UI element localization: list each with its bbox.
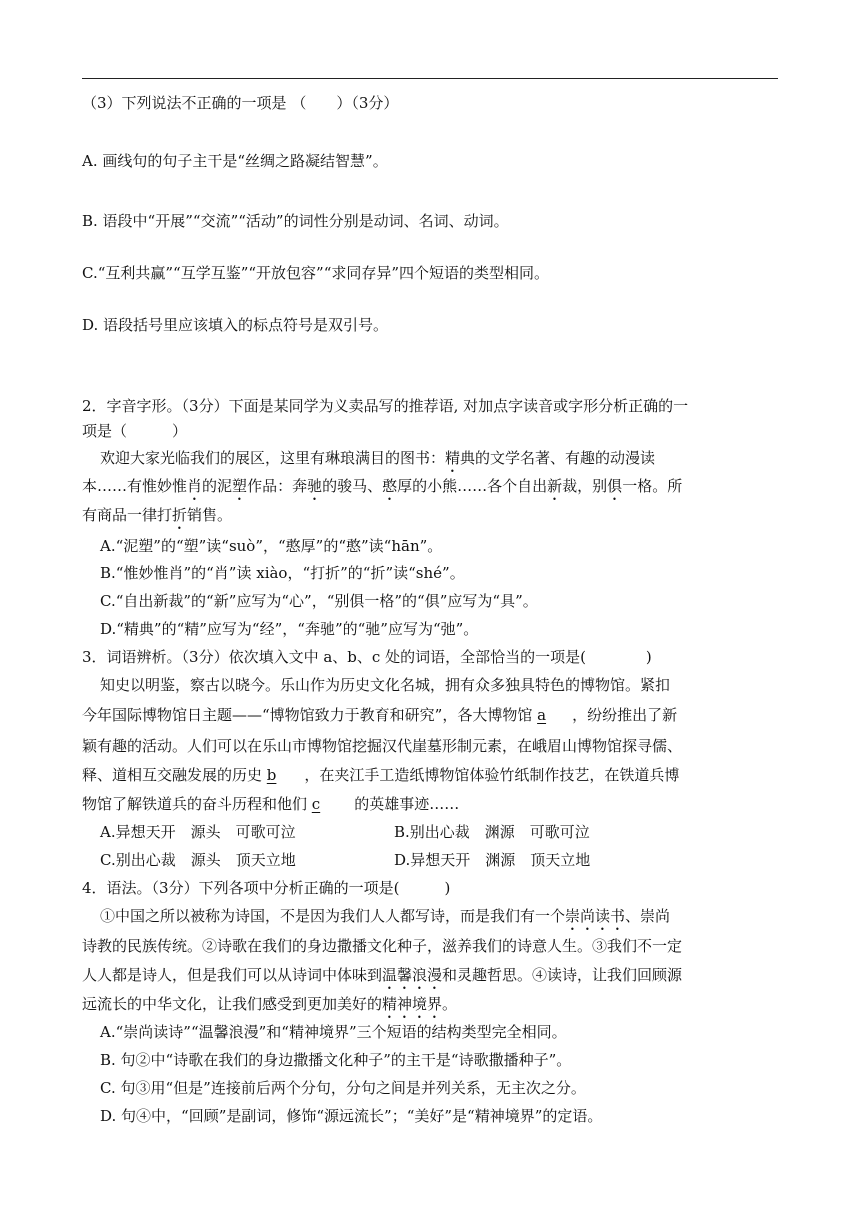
dotted-char: 俱 <box>607 477 623 495</box>
text: 和灵趣哲思。④读诗，让我们回顾源 <box>442 966 683 984</box>
text: 物馆了解铁道兵的奋斗历程和他们 <box>82 795 312 813</box>
q3b-passage-line5 <box>82 794 459 814</box>
text: 的骏马、 <box>322 477 383 495</box>
q2-passage-line1 <box>100 448 655 476</box>
q3b-option-c: C.别出心裁 源头 顶天立地 <box>100 851 296 869</box>
q2-option-a: A.“泥塑”的“塑”读“suò”，“憨厚”的“憨”读“hān”。 <box>100 537 443 555</box>
q3-stem: （3）下列说法不正确的一项是 （ ）（3分） <box>82 94 399 112</box>
dotted-phrase: 精神境界 <box>382 995 443 1013</box>
dotted-phrase: 崇尚读书 <box>565 907 626 925</box>
q4-stem: 4．语法。（3分）下列各项中分析正确的一项是( ) <box>82 879 451 897</box>
text: 人人都是诗人，但是我们可以从诗词中体味到 <box>82 966 383 984</box>
blank-c: c <box>311 795 321 813</box>
text: ①中国之所以被称为诗国，不是因为我们人人都写诗，而是我们有一个 <box>100 907 566 925</box>
q4-passage-line1 <box>100 906 670 934</box>
text: 有商品一律打 <box>82 506 173 524</box>
dotted-char: 塑 <box>232 477 248 495</box>
q2-stem-line2: 项是（ ） <box>82 422 188 440</box>
text: 、崇尚 <box>625 907 671 925</box>
text: 的泥 <box>202 477 233 495</box>
q4-passage-line3 <box>82 965 682 993</box>
q4-passage-line2: 诗教的民族传统。②诗歌在我们的身边撒播文化种子，滋养我们的诗意人生。③我们不一定 <box>82 937 683 955</box>
dotted-char: 憨 <box>382 477 398 495</box>
q3b-option-b: B.别出心裁 渊源 可歌可泣 <box>394 823 590 841</box>
q2-option-d: D.“精典”的“精”应写为“经”，“奔驰”的“驰”应写为“弛”。 <box>100 620 479 638</box>
text: 释、道相互交融发展的历史 <box>82 766 267 784</box>
q2-option-c: C.“自出新裁”的“新”应写为“心”，“别俱一格”的“俱”应写为“具”。 <box>100 592 538 610</box>
q4-option-a: A.“崇尚读诗”“温馨浪漫”和“精神境界”三个短语的结构类型完全相同。 <box>100 1023 567 1041</box>
q2-passage-line2 <box>82 476 682 504</box>
text: 欢迎大家光临我们的展区，这里有琳琅满目的图书： <box>100 449 446 467</box>
q4-option-c: C. 句③用“但是”连接前后两个分句，分句之间是并列关系，无主次之分。 <box>100 1079 586 1097</box>
dotted-char: 肖 <box>187 477 203 495</box>
text: 裁，别 <box>562 477 608 495</box>
q4-option-d: D. 句④中，“回顾”是副词，修饰“源远流长”；“美好”是“精神境界”的定语。 <box>100 1107 603 1125</box>
text: 销售。 <box>187 506 233 524</box>
q3b-stem: 3．词语辨析。（3分）依次填入文中 a、b、c 处的词语，全部恰当的一项是( ) <box>82 648 652 666</box>
text: 的英雄事迹…… <box>354 795 460 813</box>
dotted-char: 新 <box>547 477 563 495</box>
text: ，在夹江手工造纸博物馆体验竹纸制作技艺，在铁道兵博 <box>304 766 680 784</box>
q3b-option-a: A.异想天开 源头 可歌可泣 <box>100 823 296 841</box>
q3-option-b: B. 语段中“开展”“交流”“活动”的词性分别是动词、名词、动词。 <box>82 212 509 230</box>
dotted-char: 驰 <box>307 477 323 495</box>
q4-option-b: B. 句②中“诗歌在我们的身边撒播文化种子”的主干是“诗歌撒播种子”。 <box>100 1051 572 1069</box>
q4-passage-line4 <box>82 994 457 1022</box>
text: 。 <box>442 995 458 1013</box>
dotted-phrase: 温馨浪漫 <box>382 966 443 984</box>
text: 远流长的中华文化，让我们感受到更加美好的 <box>82 995 383 1013</box>
dotted-char: 折 <box>172 506 188 524</box>
q3-option-c: C.“互利共赢”“互学互鉴”“开放包容”“求同存异”四个短语的类型相同。 <box>82 264 550 282</box>
dotted-char: 精 <box>445 449 461 467</box>
q3-option-d: D. 语段括号里应该填入的标点符号是双引号。 <box>82 316 389 334</box>
blank-b: b <box>266 766 277 784</box>
text: 今年国际博物馆日主题——“博物馆致力于教育和研究”，各大博物馆 <box>82 706 538 724</box>
text: 典的文学名著、有趣的动漫读 <box>460 449 656 467</box>
text: 作品：奔 <box>247 477 308 495</box>
text: 厚的小熊……各个自出 <box>397 477 548 495</box>
blank-a: a <box>537 706 547 724</box>
text: ，纷纷推出了新 <box>572 706 678 724</box>
top-rule <box>82 78 778 79</box>
q3b-option-d: D.异想天开 渊源 顶天立地 <box>394 851 591 869</box>
q3b-passage-line3: 颖有趣的活动。人们可以在乐山市博物馆挖掘汉代崖墓形制元素，在峨眉山博物馆探寻儒、 <box>82 737 683 755</box>
text: 本……有惟妙惟 <box>82 477 188 495</box>
q3b-passage-line2 <box>82 705 677 725</box>
q3b-passage-line4 <box>82 765 679 785</box>
q3b-passage-line1: 知史以明鉴，察古以晓今。乐山作为历史文化名城，拥有众多独具特色的博物馆。紧扣 <box>100 676 671 694</box>
text: 一格。所 <box>622 477 683 495</box>
q2-option-b: B.“惟妙惟肖”的“肖”读 xiào，“打折”的“折”读“shé”。 <box>100 564 465 582</box>
q2-stem-line1: 2．字音字形。（3分）下面是某同学为义卖品写的推荐语, 对加点字读音或字形分析正确的一 <box>82 397 689 415</box>
q3-option-a: A. 画线句的句子主干是“丝绸之路凝结智慧”。 <box>82 152 388 170</box>
q2-passage-line3 <box>82 505 232 533</box>
